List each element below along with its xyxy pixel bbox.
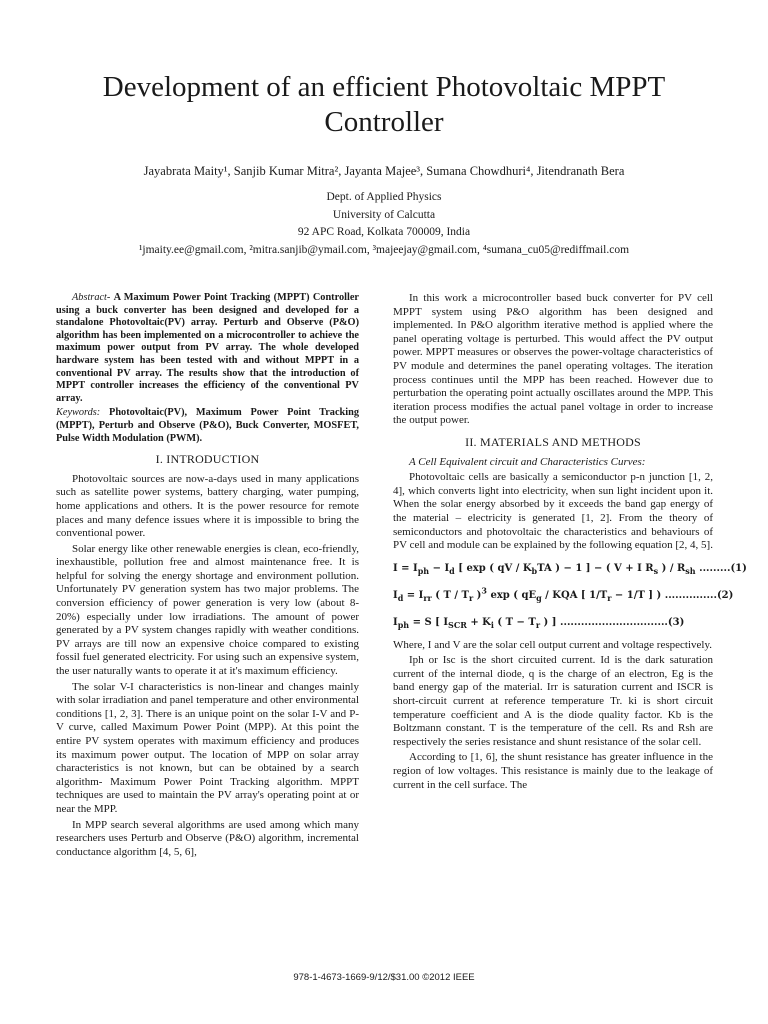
equation-1-number: (1) [730,562,747,574]
abstract [56,292,359,405]
equation-3-number: (3) [667,616,685,628]
paper-title: Development of an efficient Photovoltaic MPPT Controller [102,71,666,138]
left-column [56,292,359,861]
keywords-label: Keywords: [56,407,101,419]
address: 92 APC Road, Kolkata 700009, India [297,226,471,238]
intro-paragraph-2: Solar energy like other renewable energies is clean, eco-friendly, inexhaustible, pollution free and almost maintenance free. It is helpful for solving the energy shortage and environment pollution. Unfortunately PV generation system has two major problems. The conversion efficiency of power generation is very low (about 8-20%) especially under low irradiations. The amount of power generated by a PV system changes rapidly with weather conditions. PV arrays are till now an expensive choice compared to existing fossil fuel generated electricity. For using such an expensive system, the user naturally wants to operate it at it's maximum efficiency. [56,542,359,678]
intro-continued: In this work a microcontroller based buck converter for PV cell MPPT system using P&O algorithm has been designed and implemented. In P&O algorithm iterative method is applied where the panel operating voltage is perturbed. This would affect the PV output power. MPPT measures or observes the power-voltage characteristics of PV module and determines the panel operating voltages. The iteration process continues until the MPP has been reached. However due to perturbation the operating point actually oscillates around the MPP. This iteration process modifies the actual panel voltage in order to increase the output power. [393,292,713,427]
email-list: ¹jmaity.ee@gmail.com, ²mitra.sanjib@ymail.com, ³majeejay@gmail.com, ⁴sumana_cu05@rediffmail.com [138,243,630,256]
section-heading-methods: II. MATERIALS AND METHODS [465,434,641,449]
equation-3: $I_{ph} = S$ [ $I_{SCR} + K_i$ ( $T - T_r$ ) ] ...............................(3) [393,616,685,630]
intro-paragraph-4: In MPP search several algorithms are used among which many researchers uses Perturb and Observe (P&O) algorithm, incremental conductance algorithm [4, 5, 6], [56,818,359,858]
right-column [393,292,747,794]
department: Dept. of Applied Physics [326,191,442,203]
intro-paragraph-3: The solar V-I characteristics is non-linear and changes mainly with solar irradiation and panel temperature and other environmental conditions [1, 2, 3]. There is an unique point on the solar I-V and P-V curve, called Maximum Power Point (MPP). At this point the entire PV system operates with maximum efficiency and produces its maximum power output. The location of MPP on solar array characteristics is not known, but can be obtained by a search algorithm- Maximum Power Point Tracking algorithm. MPPT techniques are used to maintain the PV array's operating point at or near the MPP. [56,680,359,815]
keywords [56,407,359,445]
methods-paragraph-4: According to [1, 6], the shunt resistance has greater influence in the region of low voltages. This resistance is mainly due to the leakage of current in the cell surface. The [393,751,713,791]
equation-2: $I_d = I_{rr}$ ( T / $T_r$ )$^3$ exp ( $qE_g$ / KQA [ $1/T_r - 1/T$ ] ) ...............(2) [393,585,734,603]
methods-paragraph-1: Photovoltaic cells are basically a semiconductor p-n junction [1, 2, 4], which converts light into electricity, when sun light incident upon it. When the solar energy absorbed by it exceeds the band gap energy of the material – electricity is generated [1, 2]. From the theory of semiconductors and photovoltaic the characteristics and behaviours of PV cell and module can be explained by the following equation [2, 4, 5]. [393,471,713,552]
equation-2-number: (2) [716,589,734,601]
intro-paragraph-1: Photovoltaic sources are now-a-days used in many applications such as satellite power systems, battery charging, water pumping, home applications and others. It is the power resource for remote places and many defence issues where it is impossible to bring the conventional power. [56,472,359,540]
methods-paragraph-2: Where, I and V are the solar cell output current and voltage respectively. [393,638,712,651]
university: University of Calcutta [332,208,436,221]
abstract-label: Abstract- [72,292,111,303]
equation-1: $I = I_{ph} - I_d$ [ exp ( qV / $K_bTA$ ) − 1 ] − ( V + I $R_s$ ) / $R_{sh}$ .........(1) [393,562,747,576]
author-list: Jayabrata Maity¹, Sanjib Kumar Mitra², Jayanta Majee³, Sumana Chowdhuri⁴, Jitendranath Bera [143,164,625,178]
affiliation [60,189,708,259]
section-heading-introduction: I. INTRODUCTION [155,452,260,467]
subsection-heading: A Cell Equivalent circuit and Characteristics Curves: [409,455,646,468]
abstract-text: A Maximum Power Point Tracking (MPPT) Controller using a buck converter has been designed and developed for a standalone Photovoltaic(PV) array. Perturb and Observe (P&O) algorithm has been implemented on a microcontroller to achieve the maximum power output from PV array. The whole developed hardware system has been tested with and without MPPT in a conventional PV array. The results show that the introduction of MPPT controller increases the efficiency of the conventional PV array. [56,292,359,404]
methods-paragraph-3: Iph or Isc is the short circuited current. Id is the dark saturation current of the internal diode, q is the charge of an electron, Eg is the band energy gap of the material. Irr is saturation current and ISCR is short-circuit current at reference temperature Tr. ki is short circuit temperature coefficient and A is the diode quality factor. Kb is the Boltzmann constant. T is the temperature of the cell. Rs and Rsh are respectively the series resistance and shunt resistance of the solar cell. [393,654,713,748]
copyright-footer: 978-1-4673-1669-9/12/$31.00 ©2012 IEEE [293,972,475,983]
keywords-text: Photovoltaic(PV), Maximum Power Point Tracking (MPPT), Perturb and Observe (P&O), Buck Converter, MOSFET, Pulse Width Modulation (PWM). [56,407,359,444]
